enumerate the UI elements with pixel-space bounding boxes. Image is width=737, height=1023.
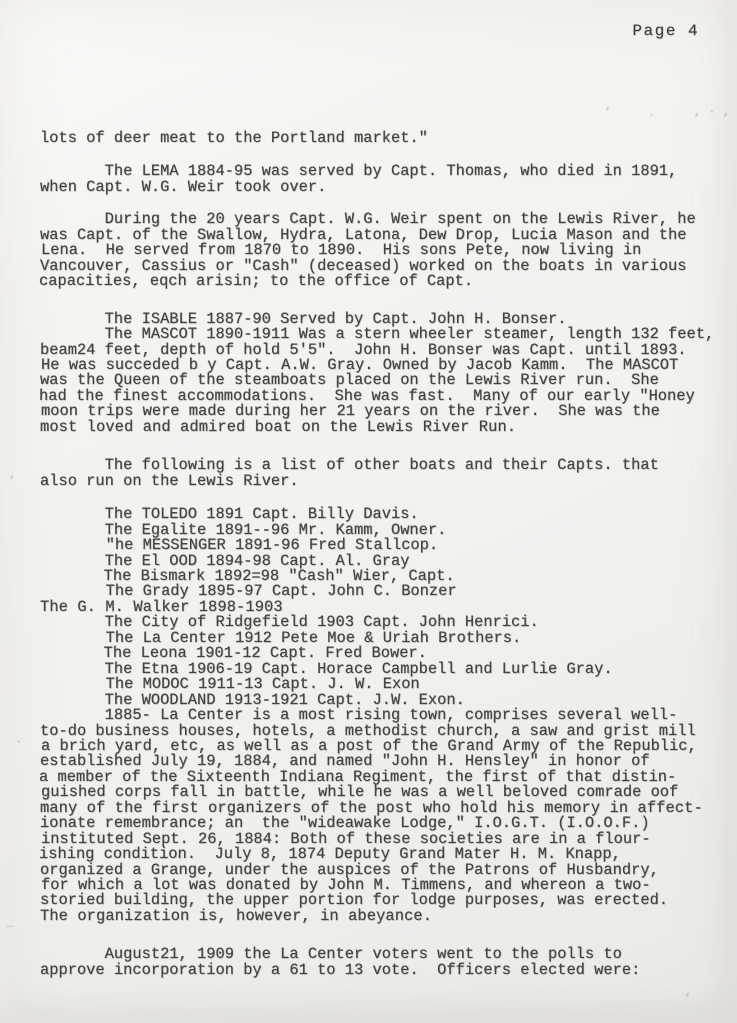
text-line: capacities, eqch arisin; to the office of Capt.	[39, 272, 474, 291]
paragraph	[40, 327, 723, 435]
text-line: was Capt. of the Swallow, Hydra, Latona, Dew Drop, Lucia Mason and the	[40, 225, 687, 244]
text-line: Lena. He served from 1870 to 1890. His sons Pete, now living in	[41, 241, 642, 260]
text-line: During the 20 years Capt. W.G. Weir spent on the Lewis River, he	[40, 210, 696, 229]
document-body	[40, 131, 723, 978]
scan-artifact: ‘	[8, 474, 16, 488]
page-number-label: Page 4	[632, 22, 699, 40]
paragraph	[40, 947, 723, 978]
text-line: beam24 feet, depth of hold 5'5". John H. Bonser was Capt. until 1893.	[40, 340, 687, 359]
text-line: Vancouver, Cassius or "Cash" (deceased) worked on the boats in various	[40, 256, 687, 275]
text-line: a member of the Sixteenth Indiana Regiment, the first of that distin-	[39, 767, 677, 786]
text-line: ishing condition. July 8, 1874 Deputy Grand Mater H. M. Knapp,	[39, 845, 621, 864]
paragraph	[40, 212, 723, 289]
text-line: The El OOD 1894-98 Capt. Al. Gray	[40, 551, 410, 570]
text-line: ionate remembrance; an the "wideawake Lodge," I.O.G.T. (I.O.O.F.)	[40, 814, 650, 833]
text-line: when Capt. W.G. Weir took over.	[40, 177, 327, 196]
text-line: was the Queen of the steamboats placed on the Lewis River run. She	[40, 371, 659, 390]
text-line: approve incorporation by a 61 to 13 vote. Officers elected were:	[40, 960, 641, 979]
text-line: August21, 1909 the La Center voters went to the polls to	[40, 945, 622, 964]
text-line: guished corps fall in battle, while he was a well beloved comrade oof	[41, 783, 679, 802]
text-line: instituted Sept. 26, 1884: Both of these societies are in a flour-	[41, 829, 651, 848]
text-line: The G. M. Walker 1898-1903	[40, 597, 283, 616]
paragraph	[40, 131, 723, 146]
text-line: moon trips were made during her 21 years on the river. She was the	[41, 402, 660, 421]
text-line: The Leona 1901-12 Capt. Fred Bower.	[39, 644, 427, 663]
paragraph	[40, 507, 723, 708]
scan-artifact: ’	[684, 992, 692, 1006]
text-line: The MASCOT 1890-1911 Was a stern wheeler steamer, length 132 feet,	[40, 325, 715, 344]
text-line: The WOODLAND 1913-1921 Capt. J.W. Exon.	[40, 690, 465, 709]
text-line: a brich yard, etc, as well as a post of the Grand Army of the Republic,	[41, 736, 697, 755]
text-line: The Grady 1895-97 Capt. John C. Bonzer	[41, 582, 457, 601]
paragraph	[40, 458, 723, 489]
text-line: The Bismark 1892=98 "Cash" Wier, Capt.	[39, 566, 455, 585]
text-line: also run on the Lewis River.	[40, 471, 299, 490]
text-line: 1885- La Center is a most rising town, comprises several well-	[40, 706, 678, 725]
text-line: The MODOC 1911-13 Capt. J. W. Exon	[41, 675, 420, 694]
text-line: The Etna 1906-19 Capt. Horace Campbell and Lurlie Gray.	[40, 659, 613, 678]
text-line: The organization is, however, in abeyance.	[40, 906, 433, 925]
text-line: had the finest accommodations. She was fast. Many of our early "Honey	[39, 386, 695, 405]
scan-artifact: ·	[15, 735, 23, 749]
text-line: "he MESSENGER 1891-96 Fred Stallcop.	[41, 536, 439, 555]
text-line: storied building, the upper portion for lodge purposes, was erected.	[40, 891, 669, 910]
scan-artifact: , · ,	[694, 105, 731, 119]
text-line: established July 19, 1884, and named "John H. Hensley" in honor of	[40, 752, 650, 771]
text-line: for which a lot was donated by John M. Timmens, and whereon a two-	[41, 876, 651, 895]
text-line: The following is a list of other boats and their Capts. that	[40, 456, 659, 475]
text-line: The LEMA 1884-95 was served by Capt. Thomas, who died in 1891,	[40, 162, 678, 181]
text-line: organized a Grange, under the auspices of the Patrons of Husbandry,	[40, 860, 659, 879]
scan-artifact: ·	[648, 108, 656, 122]
text-line: The TOLEDO 1891 Capt. Billy Davis.	[40, 505, 419, 524]
text-line: He was succeded b y Capt. A.W. Gray. Owned by Jacob Kamm. The MASCOT	[41, 355, 679, 374]
text-line: The City of Ridgefield 1903 Capt. John Henrici.	[40, 613, 539, 632]
text-line: many of the first organizers of the post who hold his memory in affect-	[40, 798, 703, 817]
scan-artifact: ’	[604, 106, 612, 120]
paragraph	[40, 708, 723, 924]
text-line: The Egalite 1891--96 Mr. Kamm, Owner.	[40, 520, 447, 539]
text-line: The La Center 1912 Pete Moe & Uriah Brothers.	[41, 628, 522, 647]
text-line: most loved and admired boat on the Lewis River Run.	[40, 417, 517, 436]
paragraph	[40, 164, 723, 195]
text-line: lots of deer meat to the Portland market."	[40, 129, 428, 147]
scan-artifact: ‾	[6, 925, 14, 939]
text-line: The ISABLE 1887-90 Served by Capt. John H. Bonser.	[40, 309, 567, 328]
text-line: to-do business houses, hotels, a methodist church, a saw and grist mill	[40, 721, 696, 740]
